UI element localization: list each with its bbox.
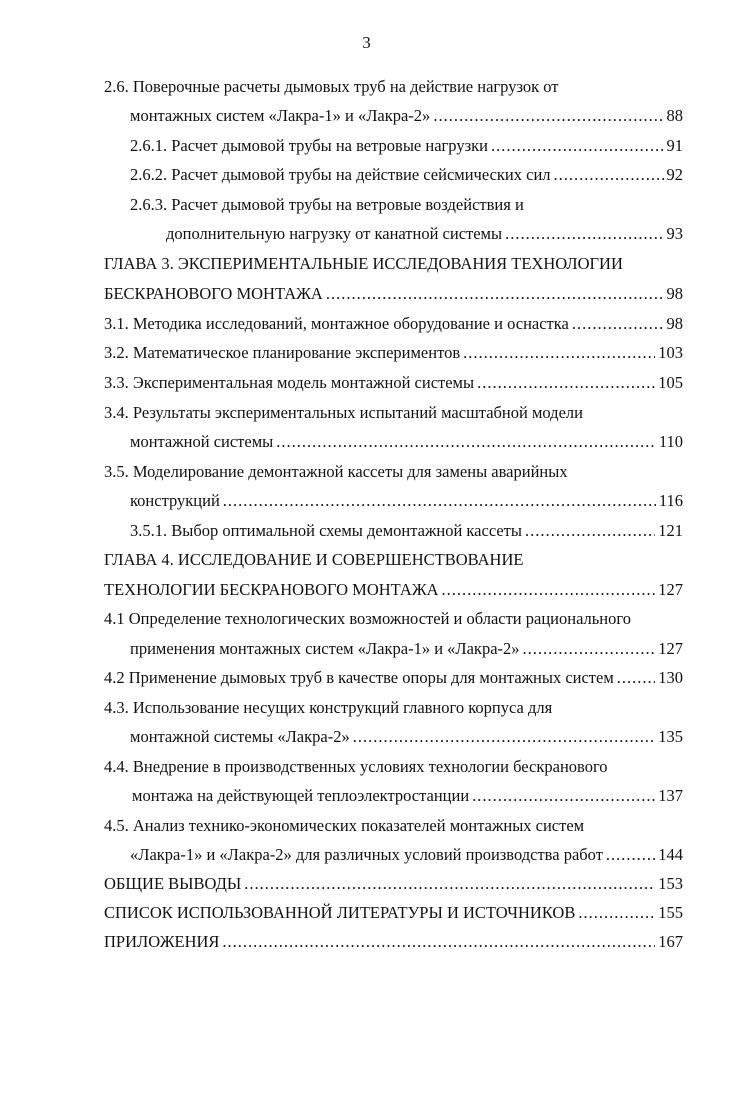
- dot-leader: [578, 903, 655, 923]
- toc-entry-2-6-1[interactable]: [130, 136, 683, 156]
- dot-leader: [572, 314, 664, 334]
- toc-page-number: 127: [658, 580, 683, 599]
- toc-entry-2-6-line1: [104, 77, 683, 97]
- dot-leader: [554, 165, 664, 185]
- toc-entry-text: монтажа на действующей теплоэлектростанции: [132, 786, 470, 805]
- toc-entry-text: 3.2. Математическое планирование экспериментов: [104, 343, 461, 362]
- toc-entry-text: 3.5.1. Выбор оптимальной схемы демонтажной кассеты: [130, 521, 522, 540]
- toc-entry-4-4-line1: [104, 757, 683, 777]
- toc-entry-3-2[interactable]: [104, 343, 683, 363]
- toc-entry-3-4-line2[interactable]: [130, 432, 683, 452]
- toc-entry-3-5-line2[interactable]: [130, 491, 683, 511]
- toc-page-number: 88: [666, 106, 683, 125]
- toc-entry-3-5-line1: [104, 462, 683, 482]
- toc-entry-text: монтажных систем «Лакра-1» и «Лакра-2»: [130, 106, 431, 125]
- toc-page-number: 153: [658, 874, 683, 893]
- toc-entry-appendices[interactable]: [104, 932, 683, 952]
- toc-entry-text: СПИСОК ИСПОЛЬЗОВАННОЙ ЛИТЕРАТУРЫ И ИСТОЧНИКОВ: [104, 903, 576, 922]
- toc-entry-text: 3.5. Моделирование демонтажной кассеты для замены аварийных: [104, 462, 568, 481]
- toc-page-number: 135: [658, 727, 683, 746]
- toc-entry-text: 2.6.2. Расчет дымовой трубы на действие сейсмических сил: [130, 165, 551, 184]
- toc-entry-text: конструкций: [130, 491, 220, 510]
- toc-page-number: 105: [658, 373, 683, 392]
- toc-entry-text: монтажной системы «Лакра-2»: [130, 727, 350, 746]
- dot-leader: [433, 106, 663, 126]
- toc-entry-3-5-1[interactable]: [130, 521, 683, 541]
- toc-chapter-3-line1: [104, 254, 683, 274]
- dot-leader: [223, 491, 656, 511]
- toc-page-number: 98: [666, 284, 683, 303]
- toc-chapter-3-line2[interactable]: [104, 284, 683, 304]
- toc-entry-4-3-line2[interactable]: [130, 727, 683, 747]
- toc-entry-text: 4.3. Использование несущих конструкций главного корпуса для: [104, 698, 553, 717]
- toc-entry-4-5-line2[interactable]: [130, 845, 683, 865]
- toc-chapter-4-line2[interactable]: [104, 580, 683, 600]
- toc-entry-3-3[interactable]: [104, 373, 683, 393]
- toc-entry-text: 4.2 Применение дымовых труб в качестве опоры для монтажных систем: [104, 668, 614, 687]
- toc-entry-text: 2.6. Поверочные расчеты дымовых труб на действие нагрузок от: [104, 77, 559, 96]
- toc-entry-conclusions[interactable]: [104, 874, 683, 894]
- toc-entry-4-1-line1: [104, 609, 683, 629]
- dot-leader: [477, 373, 655, 393]
- toc-page-number: 93: [666, 224, 683, 243]
- dot-leader: [442, 580, 656, 600]
- toc-entry-2-6-line2[interactable]: [130, 106, 683, 126]
- dot-leader: [463, 343, 655, 363]
- dot-leader: [244, 874, 655, 894]
- toc-page-number: 155: [658, 903, 683, 922]
- dot-leader: [523, 639, 656, 659]
- toc-entry-text: 4.1 Определение технологических возможностей и области рационального: [104, 609, 631, 628]
- toc-page-number: 130: [658, 668, 683, 687]
- toc-page-number: 92: [666, 165, 683, 184]
- toc-page-number: 98: [666, 314, 683, 333]
- dot-leader: [505, 224, 663, 244]
- dot-leader: [353, 727, 656, 747]
- toc-entry-2-6-2[interactable]: [130, 165, 683, 185]
- toc-page-number: 127: [658, 639, 683, 658]
- toc-entry-text: ГЛАВА 4. ИССЛЕДОВАНИЕ И СОВЕРШЕНСТВОВАНИЕ: [104, 550, 524, 569]
- toc-page-number: 167: [658, 932, 683, 951]
- toc-chapter-4-line1: [104, 550, 683, 570]
- toc-entry-text: 2.6.1. Расчет дымовой трубы на ветровые нагрузки: [130, 136, 488, 155]
- dot-leader: [525, 521, 655, 541]
- toc-entry-text: ПРИЛОЖЕНИЯ: [104, 932, 220, 951]
- toc-entry-text: ОБЩИЕ ВЫВОДЫ: [104, 874, 242, 893]
- toc-entry-4-2[interactable]: [104, 668, 683, 688]
- toc-entry-text: ТЕХНОЛОГИИ БЕСКРАНОВОГО МОНТАЖА: [104, 580, 439, 599]
- toc-page-number: 91: [666, 136, 683, 155]
- toc-page-number: 137: [658, 786, 683, 805]
- toc-entry-text: ГЛАВА 3. ЭКСПЕРИМЕНТАЛЬНЫЕ ИССЛЕДОВАНИЯ ТЕХНОЛОГИИ: [104, 254, 623, 273]
- dot-leader: [222, 932, 655, 952]
- toc-entry-4-1-line2[interactable]: [130, 639, 683, 659]
- toc-entry-text: «Лакра-1» и «Лакра-2» для различных условий производства работ: [130, 845, 603, 864]
- toc-entry-text: дополнительную нагрузку от канатной системы: [166, 224, 503, 243]
- toc-page-number: 121: [658, 521, 683, 540]
- toc-entry-text: 4.4. Внедрение в производственных условиях технологии бескранового: [104, 757, 608, 776]
- toc-entry-text: БЕСКРАНОВОГО МОНТАЖА: [104, 284, 323, 303]
- dot-leader: [472, 786, 655, 806]
- toc-entry-text: применения монтажных систем «Лакра-1» и «Лакра-2»: [130, 639, 520, 658]
- dot-leader: [491, 136, 664, 156]
- toc-entry-text: 4.5. Анализ технико-экономических показателей монтажных систем: [104, 816, 585, 835]
- page-number: 3: [362, 33, 371, 52]
- toc-entry-text: 2.6.3. Расчет дымовой трубы на ветровые воздействия и: [130, 195, 524, 214]
- toc-entry-text: 3.1. Методика исследований, монтажное оборудование и оснастка: [104, 314, 569, 333]
- dot-leader: [617, 668, 655, 688]
- toc-page-number: 103: [658, 343, 683, 362]
- toc-page-number: 116: [658, 491, 683, 510]
- toc-entry-2-6-3-line2[interactable]: [166, 224, 683, 244]
- toc-entry-text: 3.4. Результаты экспериментальных испытаний масштабной модели: [104, 403, 583, 422]
- dot-leader: [276, 432, 656, 452]
- toc-entry-4-4-line2[interactable]: [132, 786, 683, 806]
- toc-entry-3-1[interactable]: [104, 314, 683, 334]
- toc-entry-4-5-line1: [104, 816, 683, 836]
- toc-entry-text: монтажной системы: [130, 432, 274, 451]
- toc-page-number: 110: [658, 432, 683, 451]
- dot-leader: [606, 845, 655, 865]
- toc-entry-4-3-line1: [104, 698, 683, 718]
- dot-leader: [326, 284, 664, 304]
- toc-entry-3-4-line1: [104, 403, 683, 423]
- toc-entry-2-6-3-line1: [130, 195, 683, 215]
- toc-page-number: 144: [658, 845, 683, 864]
- toc-entry-text: 3.3. Экспериментальная модель монтажной системы: [104, 373, 475, 392]
- toc-entry-references[interactable]: [104, 903, 683, 923]
